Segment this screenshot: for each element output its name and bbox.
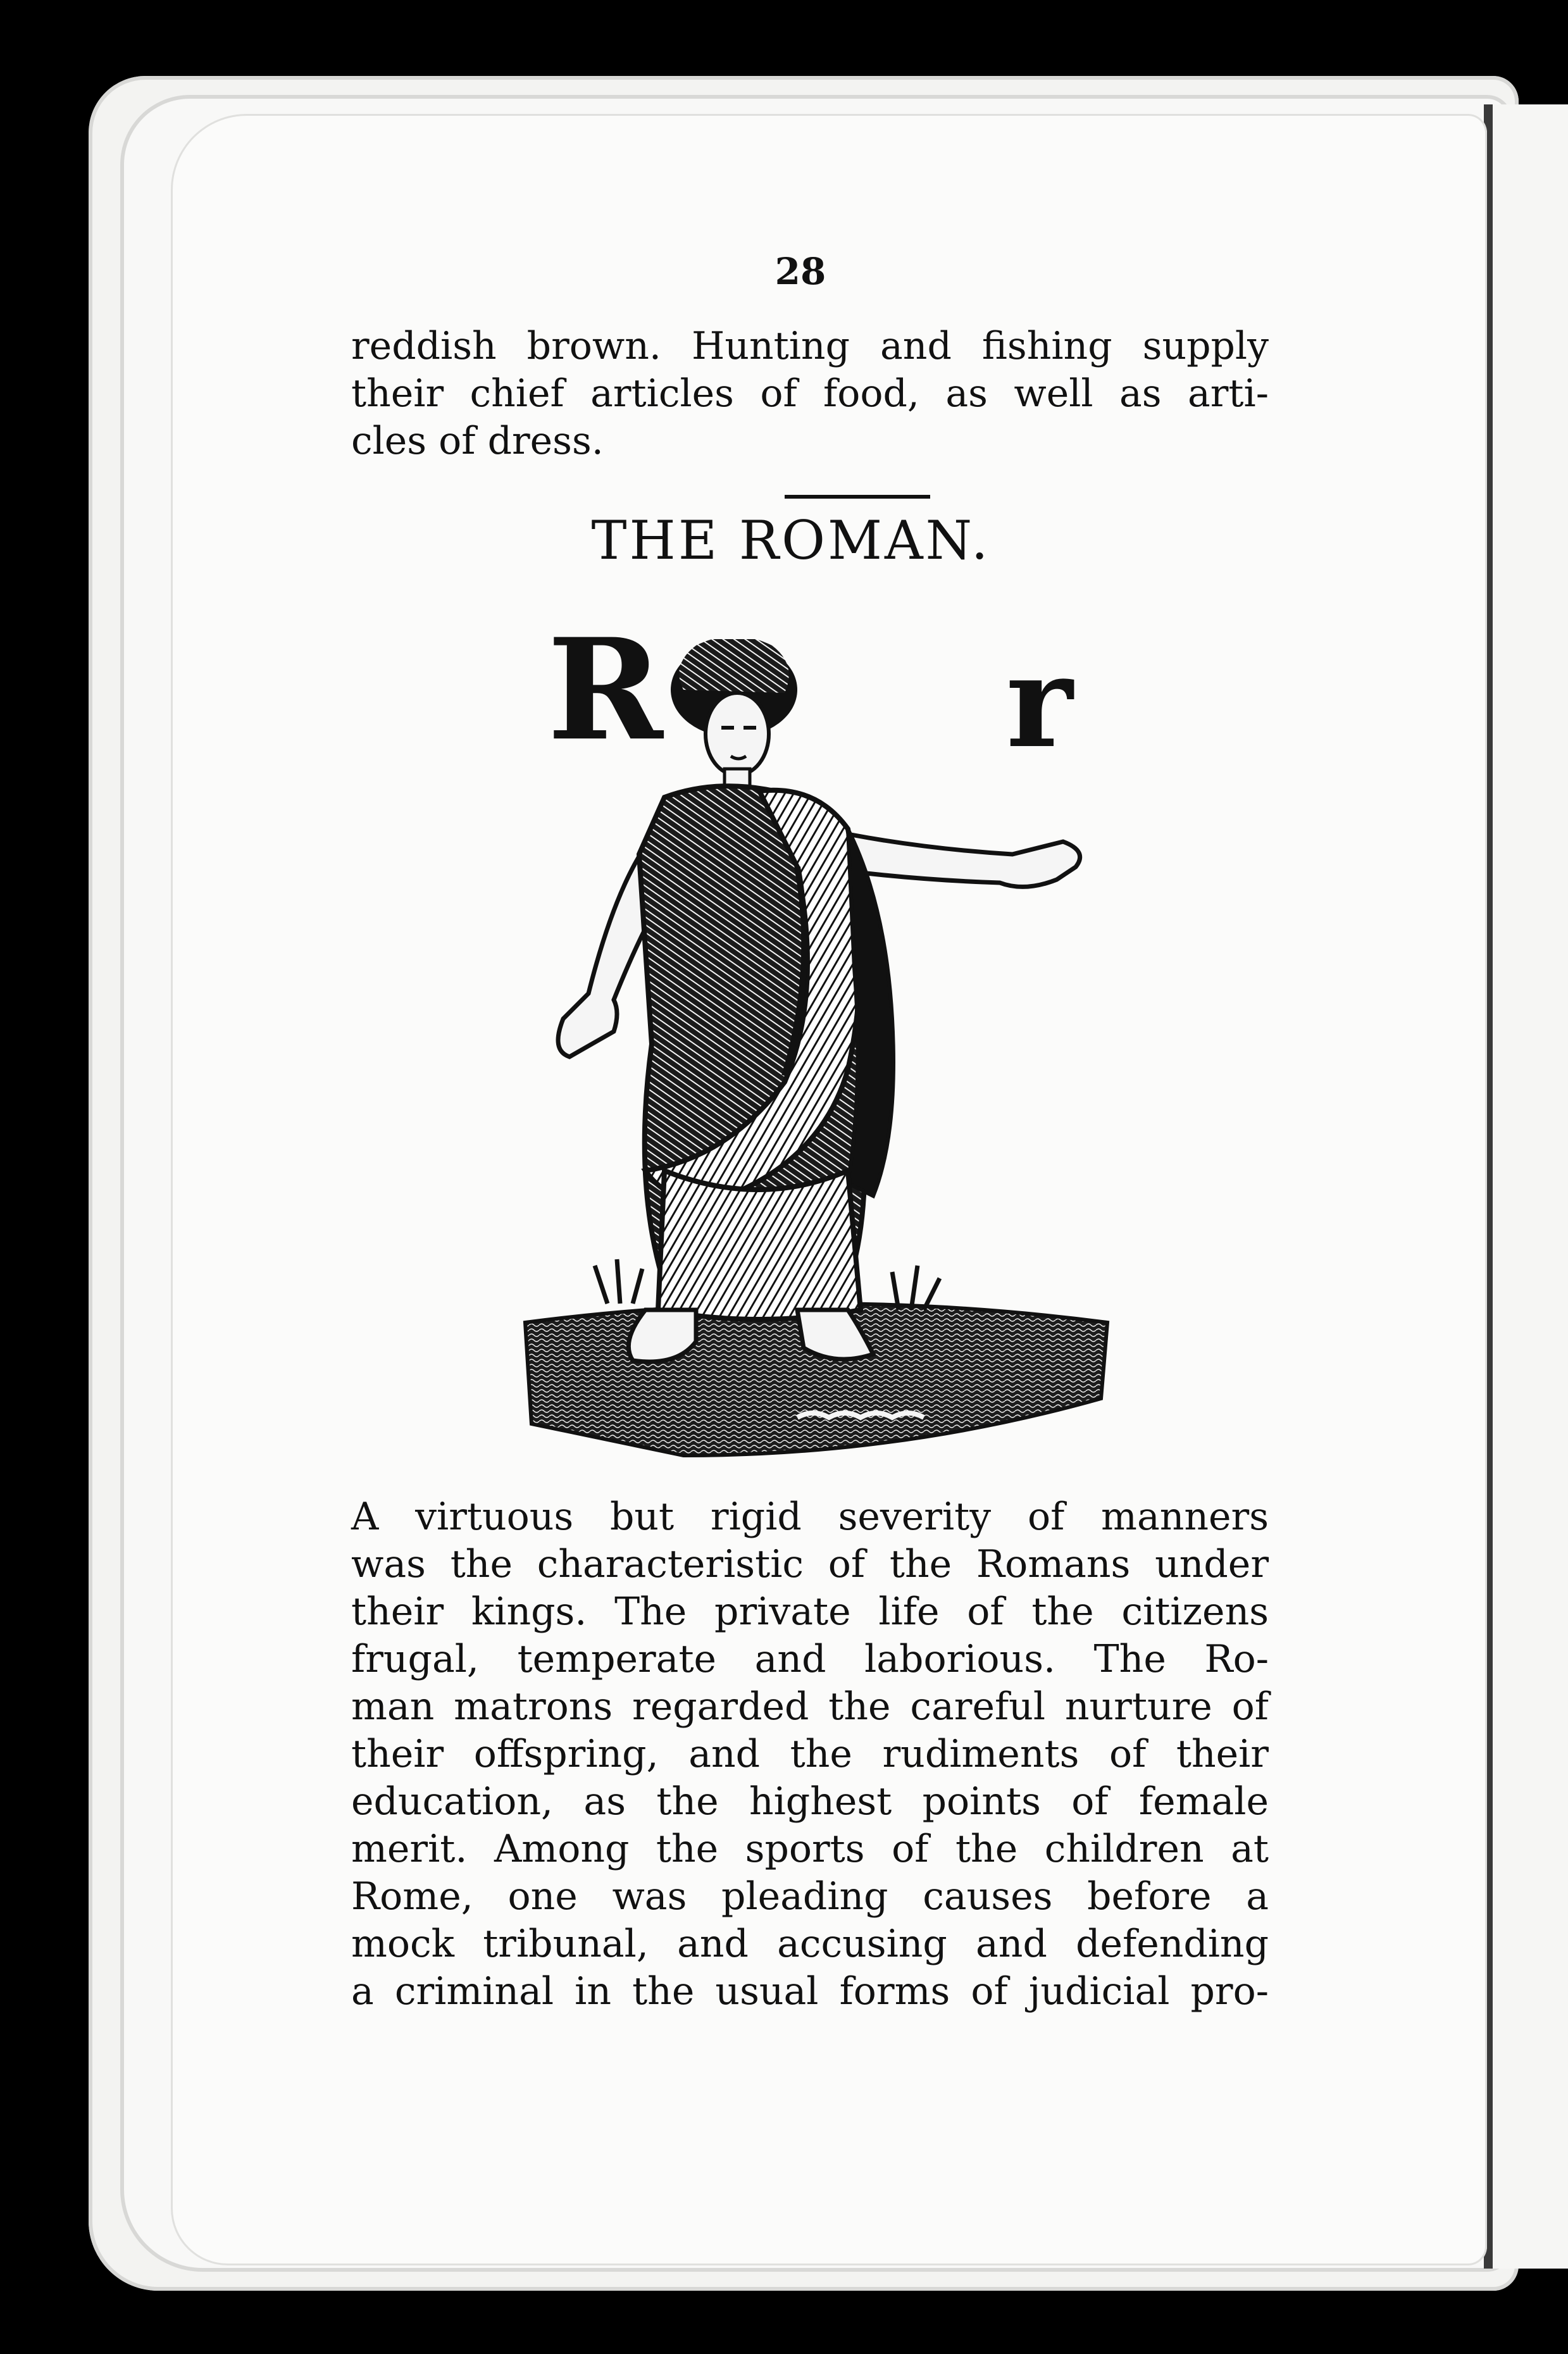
- text-line: their chief articles of food, as well as arti-: [351, 371, 1269, 416]
- text-line: was the characteristic of the Romans under: [351, 1542, 1269, 1586]
- text-line: their kings. The private life of the citizens: [351, 1590, 1269, 1634]
- text-line: their offspring, and the rudiments of their: [351, 1732, 1269, 1776]
- text-line: a criminal in the usual forms of judicial pro-: [351, 1969, 1269, 2014]
- section-heading: THE ROMAN.: [591, 509, 991, 571]
- text-line: mock tribunal, and accusing and defending: [351, 1922, 1269, 1966]
- top-paragraph: [351, 323, 1269, 465]
- roman-figure-woodcut-icon: [519, 628, 1114, 1481]
- text-line: cles of dress.: [351, 419, 604, 463]
- text-line: frugal, temperate and laborious. The Ro-: [351, 1637, 1269, 1681]
- text-line: Rome, one was pleading causes before a: [351, 1874, 1269, 1919]
- section-divider: [785, 495, 930, 499]
- text-line: education, as the highest points of female: [351, 1779, 1269, 1824]
- capital-letter: R: [547, 607, 663, 771]
- page-number: 28: [775, 250, 826, 293]
- text-line: merit. Among the sports of the children at: [351, 1827, 1269, 1871]
- text-line: man matrons regarded the careful nurture of: [351, 1685, 1269, 1729]
- body-paragraph: [351, 1493, 1269, 2015]
- text-line: reddish brown. Hunting and fishing supply: [351, 324, 1269, 368]
- text-line: A virtuous but rigid severity of manners: [351, 1495, 1269, 1539]
- lowercase-letter: r: [1006, 628, 1073, 776]
- facing-page-edge: [1484, 104, 1568, 2269]
